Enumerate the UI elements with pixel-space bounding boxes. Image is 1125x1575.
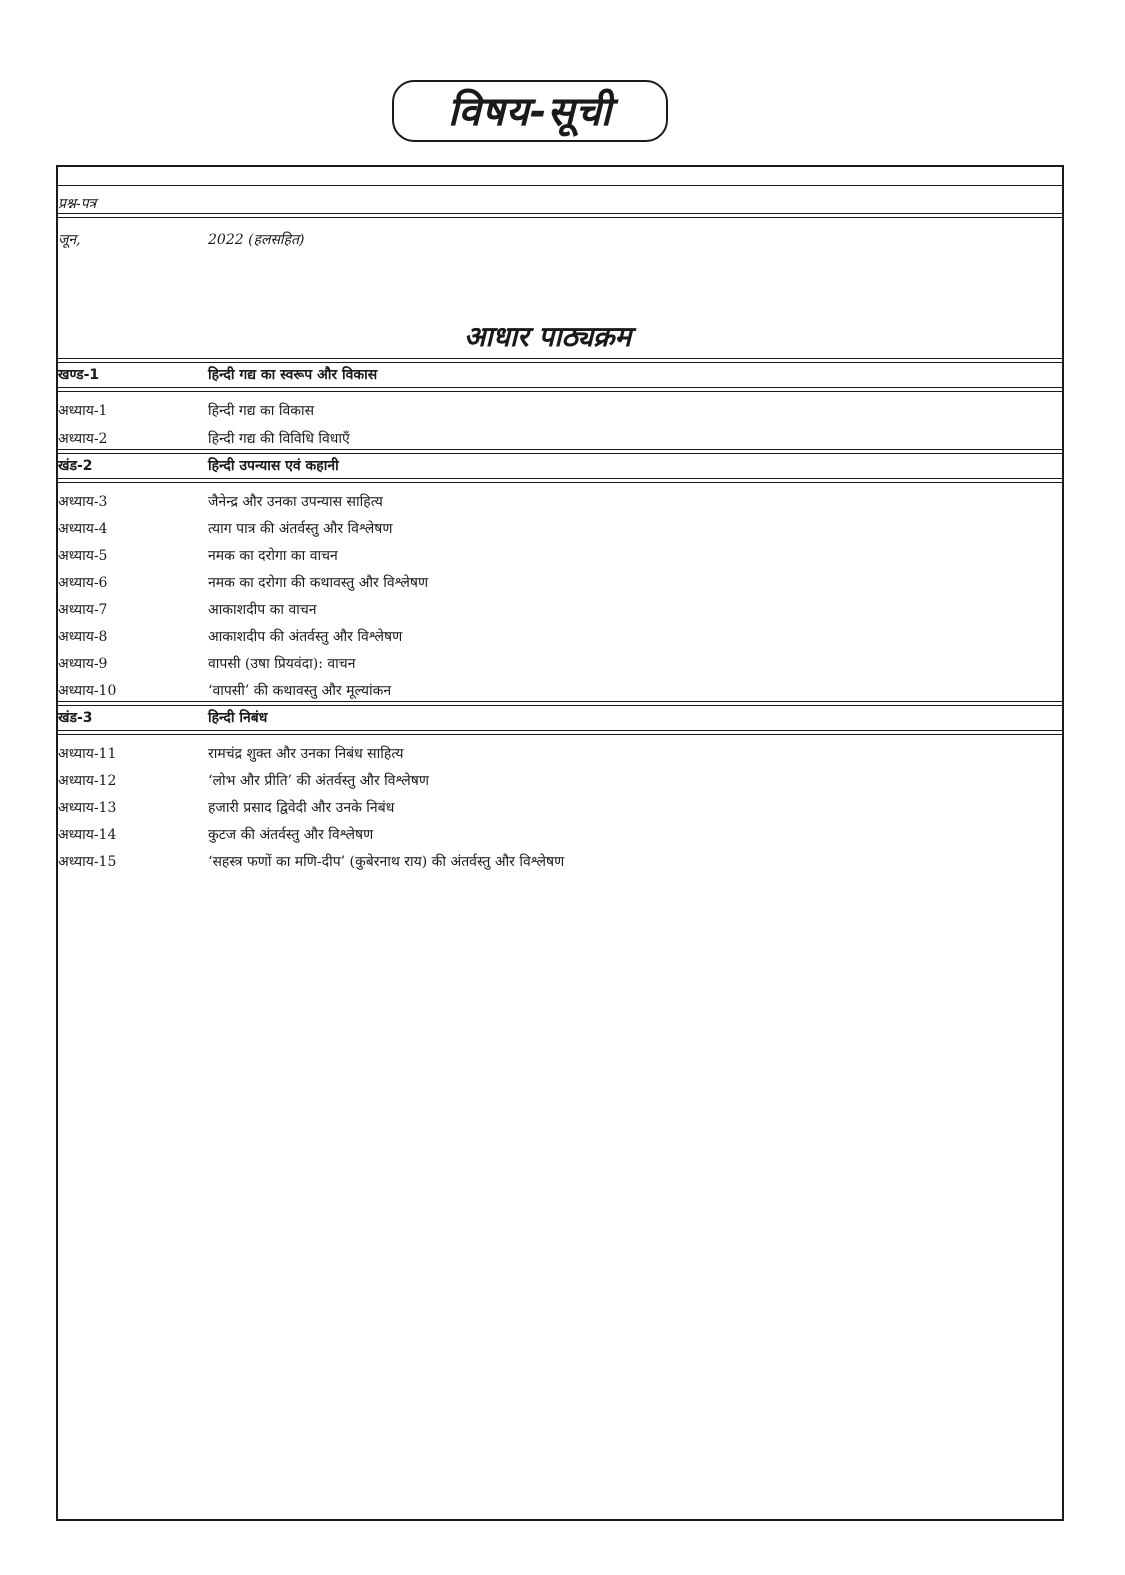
chapter-label: अध्याय-12 bbox=[58, 773, 117, 789]
page-title-box bbox=[392, 80, 668, 142]
chapter-label: अध्याय-6 bbox=[58, 575, 108, 591]
chapter-title: आकाशदीप का वाचन bbox=[208, 602, 317, 618]
divider bbox=[58, 734, 1062, 735]
divider bbox=[58, 358, 1062, 359]
chapter-title: रामचंद्र शुक्त और उनका निबंध साहित्य bbox=[208, 746, 404, 762]
block-title: हिन्दी गद्य का स्वरूप और विकास bbox=[208, 367, 378, 383]
chapter-title: ‘लोभ और प्रीति’ की अंतर्वस्तु और विश्लेषण bbox=[208, 773, 430, 789]
chapter-label: अध्याय-4 bbox=[58, 521, 108, 537]
block-label: खंड-3 bbox=[58, 710, 93, 726]
chapter-title: हिन्दी गद्य का विकास bbox=[208, 403, 315, 419]
section-heading: आधार पाठ्यक्रम bbox=[464, 320, 632, 353]
paper-text: 2022 (हलसहित) bbox=[208, 232, 305, 248]
divider bbox=[58, 387, 1062, 388]
chapter-label: अध्याय-13 bbox=[58, 800, 117, 816]
chapter-label: अध्याय-11 bbox=[58, 746, 117, 762]
question-paper-header: प्रश्न-पत्र bbox=[58, 196, 97, 212]
chapter-label: अध्याय-2 bbox=[58, 431, 108, 447]
chapter-label: अध्याय-7 bbox=[58, 602, 108, 618]
chapter-label: अध्याय-5 bbox=[58, 548, 108, 564]
chapter-title: हिन्दी गद्य की विविधि विधाएँ bbox=[208, 431, 350, 447]
divider bbox=[58, 391, 1062, 392]
divider bbox=[58, 362, 1062, 363]
block-label: खण्ड-1 bbox=[58, 367, 100, 383]
divider bbox=[58, 453, 1062, 454]
divider bbox=[58, 213, 1062, 214]
chapter-label: अध्याय-10 bbox=[58, 683, 117, 699]
divider bbox=[58, 705, 1062, 706]
block-title: हिन्दी निबंध bbox=[208, 710, 268, 726]
chapter-title: आकाशदीप की अंतर्वस्तु और विश्लेषण bbox=[208, 629, 403, 645]
chapter-label: अध्याय-15 bbox=[58, 854, 117, 870]
chapter-label: अध्याय-14 bbox=[58, 827, 117, 843]
page-title: विषय-सूची bbox=[447, 88, 613, 135]
chapter-label: अध्याय-3 bbox=[58, 494, 108, 510]
chapter-title: ‘सहस्त्र फणों का मणि-दीप’ (कुबेरनाथ राय) की अंतर्वस्तु और विश्लेषण bbox=[208, 854, 565, 870]
paper-label: जून, bbox=[58, 232, 81, 248]
divider bbox=[58, 478, 1062, 479]
chapter-title: नमक का दरोगा का वाचन bbox=[208, 548, 338, 564]
divider bbox=[58, 730, 1062, 731]
contents-table bbox=[56, 165, 1064, 1521]
chapter-title: हजारी प्रसाद द्विवेदी और उनके निबंध bbox=[208, 800, 395, 816]
chapter-title: कुटज की अंतर्वस्तु और विश्लेषण bbox=[208, 827, 374, 843]
block-title: हिन्दी उपन्यास एवं कहानी bbox=[208, 458, 339, 474]
chapter-label: अध्याय-8 bbox=[58, 629, 108, 645]
block-label: खंड-2 bbox=[58, 458, 93, 474]
chapter-label: अध्याय-9 bbox=[58, 656, 108, 672]
divider bbox=[58, 482, 1062, 483]
chapter-title: ‘वापसी’ की कथावस्तु और मूल्यांकन bbox=[208, 683, 392, 699]
chapter-title: नमक का दरोगा की कथावस्तु और विश्लेषण bbox=[208, 575, 429, 591]
chapter-label: अध्याय-1 bbox=[58, 403, 108, 419]
chapter-title: जैनेन्द्र और उनका उपन्यास साहित्य bbox=[208, 494, 383, 510]
chapter-title: त्याग पात्र की अंतर्वस्तु और विश्लेषण bbox=[208, 521, 393, 537]
chapter-title: वापसी (उषा प्रियवंदा): वाचन bbox=[208, 656, 356, 672]
divider bbox=[58, 701, 1062, 702]
divider bbox=[58, 217, 1062, 218]
divider bbox=[58, 185, 1062, 186]
divider bbox=[58, 449, 1062, 450]
